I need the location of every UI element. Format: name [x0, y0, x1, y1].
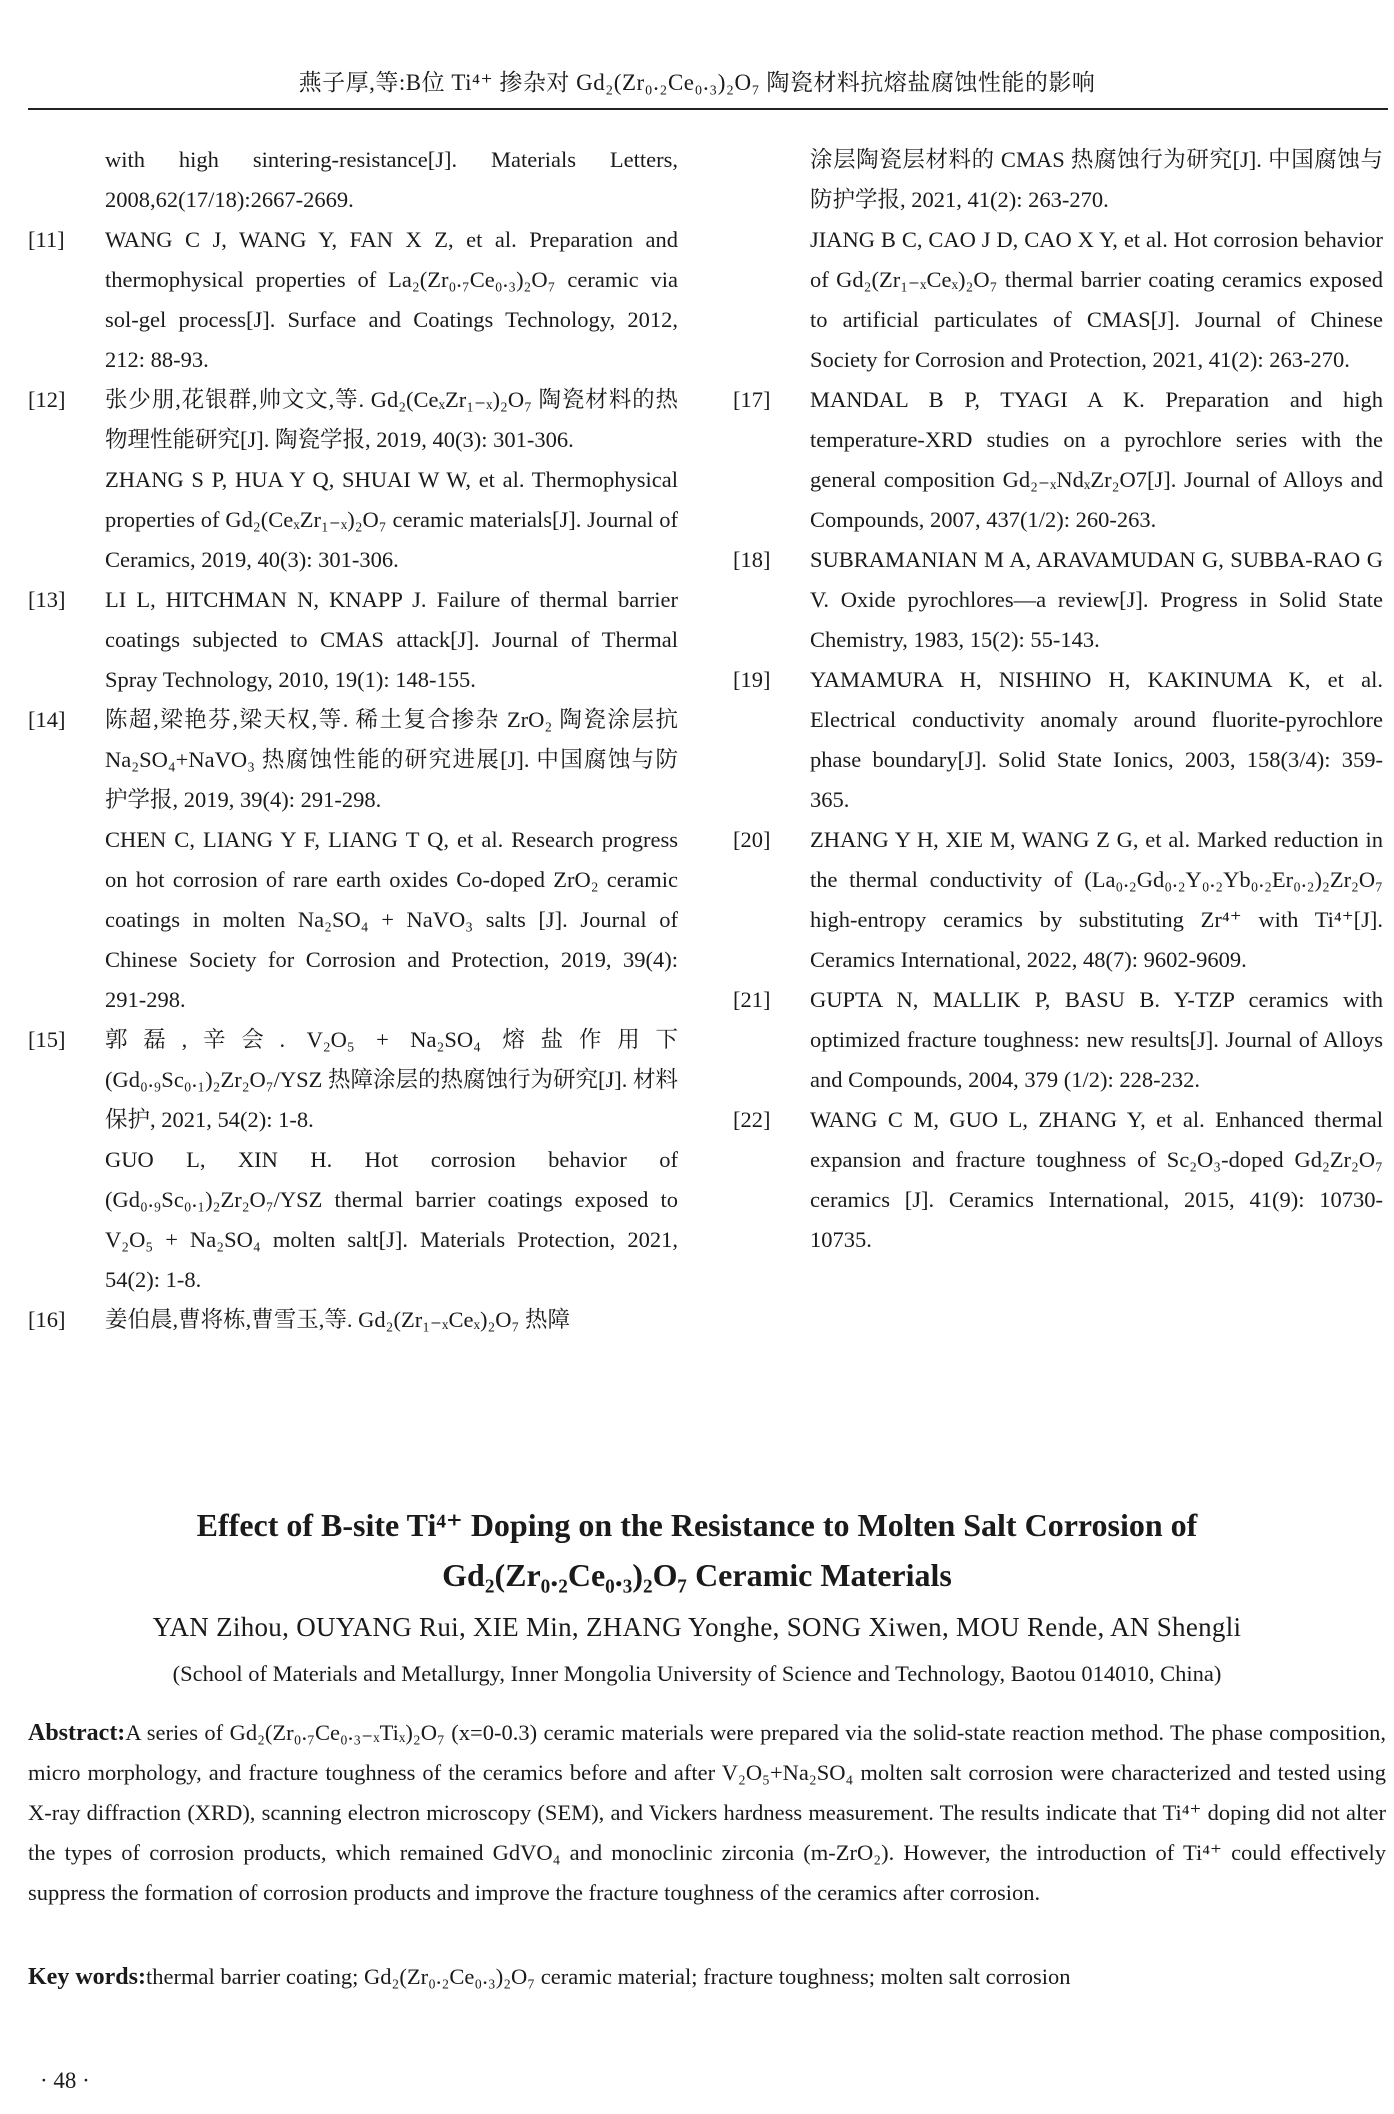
reference-text: MANDAL B P, TYAGI A K. Preparation and high temperature-XRD studies on a pyrochlore series with the general composition Gd₂₋ₓNdₓZr₂O7[J]. Journal of Alloys and Compounds, 2007, 437(1/2): 260-263. [810, 387, 1383, 532]
reference-number: [21] [733, 987, 771, 1012]
reference-english-text: JIANG B C, CAO J D, CAO X Y, et al. Hot corrosion behavior of Gd₂(Zr₁₋ₓCeₓ)₂O₇ thermal barrier coating ceramics exposed to artificial particulates of CMAS[J]. Journal of Chinese Society for Corrosion and Protection, 2021, 41(2): 263-270. [810, 227, 1383, 372]
english-title [0, 1500, 1394, 1600]
references-left-column [28, 140, 678, 1340]
reference-number: [14] [28, 707, 66, 732]
affiliation: (School of Materials and Metallurgy, Inner Mongolia University of Science and Technology, Baotou 014010, China) [172, 1661, 1222, 1686]
reference-text: 涂层陶瓷层材料的 CMAS 热腐蚀行为研究[J]. 中国腐蚀与防护学报, 2021, 41(2): 263-270. [810, 147, 1383, 212]
reference-number: [20] [733, 827, 771, 852]
reference-item [733, 820, 1383, 980]
english-title-line: Effect of B-site Ti⁴⁺ Doping on the Resistance to Molten Salt Corrosion of [196, 1507, 1198, 1543]
authors: YAN Zihou, OUYANG Rui, XIE Min, ZHANG Yonghe, SONG Xiwen, MOU Rende, AN Shengli [152, 1612, 1242, 1642]
reference-text: 姜伯晨,曹将栋,曹雪玉,等. Gd₂(Zr₁₋ₓCeₓ)₂O₇ 热障 [105, 1307, 571, 1332]
reference-text: LI L, HITCHMAN N, KNAPP J. Failure of thermal barrier coatings subjected to CMAS attack[J]. Journal of Thermal Spray Technology, 2010, 19(1): 148-155. [105, 587, 678, 692]
keywords-label: Key words: [28, 1964, 146, 1990]
page-number: · 48 · [40, 2068, 90, 2093]
reference-text: WANG C J, WANG Y, FAN X Z, et al. Preparation and thermophysical properties of La₂(Zr₀.₇Ce₀.₃)₂O₇ ceramic via sol-gel process[J]. Surface and Coatings Technology, 2012, 212: 88-93. [105, 227, 678, 372]
reference-number: [16] [28, 1307, 66, 1332]
reference-number: [17] [733, 387, 771, 412]
reference-item [28, 1020, 678, 1300]
reference-english-text: CHEN C, LIANG Y F, LIANG T Q, et al. Research progress on hot corrosion of rare earth oxides Co-doped ZrO₂ ceramic coatings in molten Na₂SO₄ + NaVO₃ salts [J]. Journal of Chinese Society for Corrosion and Protection, 2019, 39(4): 291-298. [105, 827, 678, 1012]
reference-number: [18] [733, 547, 771, 572]
reference-number: [11] [28, 227, 65, 252]
reference-item [733, 140, 1383, 380]
reference-english-text: ZHANG S P, HUA Y Q, SHUAI W W, et al. Thermophysical properties of Gd₂(CeₓZr₁₋ₓ)₂O₇ ceramic materials[J]. Journal of Ceramics, 2019, 40(3): 301-306. [105, 467, 678, 572]
reference-item [733, 540, 1383, 660]
reference-text: 张少朋,花银群,帅文文,等. Gd₂(CeₓZr₁₋ₓ)₂O₇ 陶瓷材料的热物理性能研究[J]. 陶瓷学报, 2019, 40(3): 301-306. [105, 387, 678, 452]
reference-item [28, 140, 678, 220]
reference-number: [12] [28, 387, 66, 412]
reference-item [28, 1300, 678, 1340]
keywords-text: thermal barrier coating; Gd₂(Zr₀.₂Ce₀.₃)₂O₇ ceramic material; fracture toughness; molten salt corrosion [145, 1964, 1071, 1989]
reference-text: SUBRAMANIAN M A, ARAVAMUDAN G, SUBBA-RAO G V. Oxide pyrochlores—a review[J]. Progress in Solid State Chemistry, 1983, 15(2): 55-143. [810, 547, 1383, 652]
reference-text: WANG C M, GUO L, ZHANG Y, et al. Enhanced thermal expansion and fracture toughness of Sc₂O₃-doped Gd₂Zr₂O₇ ceramics [J]. Ceramics International, 2015, 41(9): 10730-10735. [810, 1107, 1383, 1252]
reference-item [733, 980, 1383, 1100]
reference-item [28, 580, 678, 700]
header-rule [28, 108, 1388, 110]
running-header: 燕子厚,等:B位 Ti⁴⁺ 掺杂对 Gd₂(Zr₀.₂Ce₀.₃)₂O₇ 陶瓷材料抗熔盐腐蚀性能的影响 [298, 70, 1096, 95]
reference-item [733, 1100, 1383, 1260]
references-right-column [733, 140, 1383, 1260]
abstract-label: Abstract: [28, 1720, 126, 1746]
keywords [28, 1957, 1386, 1997]
abstract-text: A series of Gd₂(Zr₀.₇Ce₀.₃₋ₓTiₓ)₂O₇ (x=0-0.3) ceramic materials were prepared via the solid-state reaction method. The phase composition, micro morphology, and fracture toughness of the ceramics before and after V₂O₅+Na₂SO₄ molten salt corrosion were characterized and tested using X-ray diffraction (XRD), scanning electron microscopy (SEM), and Vickers hardness measurement. The results indicate that Ti⁴⁺ doping did not alter the types of corrosion products, which remained GdVO₄ and monoclinic zirconia (m-ZrO₂). However, the introduction of Ti⁴⁺ could effectively suppress the formation of corrosion products and improve the fracture toughness of the ceramics after corrosion. [28, 1720, 1386, 1905]
reference-item [28, 220, 678, 380]
reference-number: [19] [733, 667, 771, 692]
reference-english-text: GUO L, XIN H. Hot corrosion behavior of (Gd₀.₉Sc₀.₁)₂Zr₂O₇/YSZ thermal barrier coatings exposed to V₂O₅ + Na₂SO₄ molten salt[J]. Materials Protection, 2021, 54(2): 1-8. [105, 1147, 678, 1292]
reference-item [28, 700, 678, 1020]
reference-text: ZHANG Y H, XIE M, WANG Z G, et al. Marked reduction in the thermal conductivity of (La₀.₂Gd₀.₂Y₀.₂Yb₀.₂Er₀.₂)₂Zr₂O₇ high-entropy ceramics by substituting Zr⁴⁺ with Ti⁴⁺[J]. Ceramics International, 2022, 48(7): 9602-9609. [810, 827, 1383, 972]
reference-number: [22] [733, 1107, 771, 1132]
reference-item [28, 380, 678, 580]
reference-text: GUPTA N, MALLIK P, BASU B. Y-TZP ceramics with optimized fracture toughness: new results[J]. Journal of Alloys and Compounds, 2004, 379 (1/2): 228-232. [810, 987, 1383, 1092]
reference-text: with high sintering-resistance[J]. Materials Letters, 2008,62(17/18):2667-2669. [105, 147, 678, 212]
abstract [28, 1713, 1386, 1913]
reference-item [733, 660, 1383, 820]
reference-number: [15] [28, 1027, 66, 1052]
reference-text: 郭磊,辛会. V₂O₅ + Na₂SO₄ 熔盐作用下(Gd₀.₉Sc₀.₁)₂Zr₂O₇/YSZ 热障涂层的热腐蚀行为研究[J]. 材料保护, 2021, 54(2): 1-8. [105, 1027, 679, 1132]
reference-item [733, 380, 1383, 540]
reference-number: [13] [28, 587, 66, 612]
english-title-line: Gd₂(Zr₀.₂Ce₀.₃)₂O₇ Ceramic Materials [442, 1557, 952, 1593]
reference-text: 陈超,梁艳芬,梁天权,等. 稀土复合掺杂 ZrO₂ 陶瓷涂层抗 Na₂SO₄+NaVO₃ 热腐蚀性能的研究进展[J]. 中国腐蚀与防护学报, 2019, 39(4): 291-298. [105, 707, 678, 812]
reference-text: YAMAMURA H, NISHINO H, KAKINUMA K, et al. Electrical conductivity anomaly around fluorite-pyrochlore phase boundary[J]. Solid State Ionics, 2003, 158(3/4): 359-365. [810, 667, 1383, 812]
